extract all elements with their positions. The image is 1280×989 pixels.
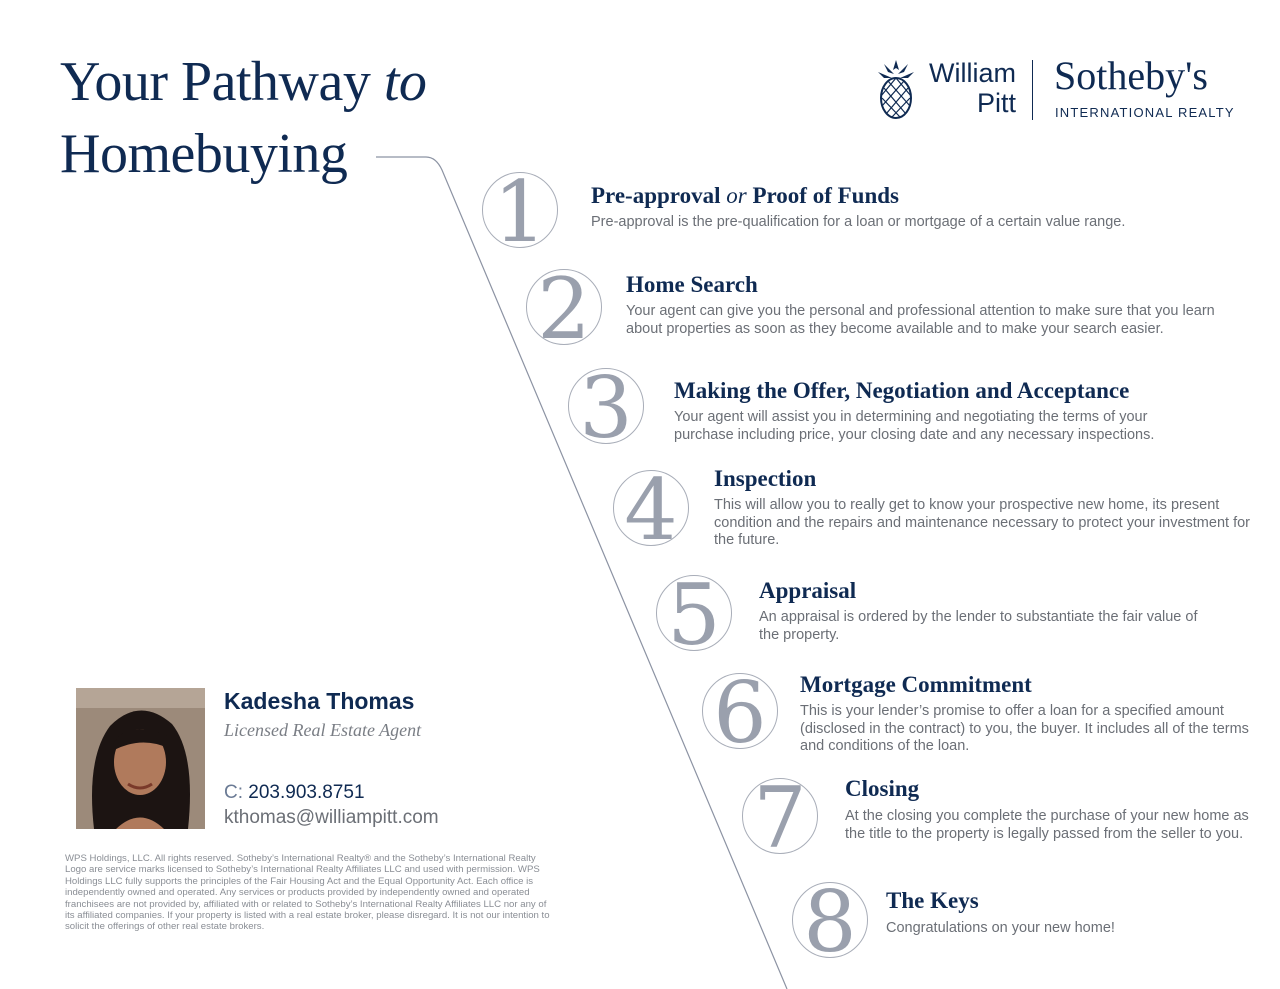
step-8-number: 8	[803, 882, 857, 958]
step-1-number-badge	[482, 172, 558, 248]
step-3-description: Your agent will assist you in determining and negotiating the terms of your purchase including price, your closing date and any necessary inspections.	[674, 409, 1155, 443]
step-4-description: This will allow you to really get to know your prospective new home, its present condition and the repairs and maintenance necessary to protect your investment for the future.	[714, 497, 1250, 548]
step-2-number: 2	[537, 269, 591, 345]
step-1-number: 1	[493, 172, 547, 248]
logo-sothebys: Sotheby's	[1054, 53, 1208, 98]
agent-role: Licensed Real Estate Agent	[224, 720, 422, 740]
step-8-number-badge	[792, 882, 868, 958]
step-7-title: Closing	[845, 776, 920, 801]
agent-phone-link[interactable]	[224, 782, 365, 804]
logo-divider	[1032, 60, 1033, 120]
page-title-line-2: Homebuying	[60, 123, 348, 185]
step-1-title-b: Proof of Funds	[752, 183, 899, 208]
step-6-number-badge	[702, 673, 778, 749]
step-6-number: 6	[713, 673, 767, 749]
step-1-title-italic: or	[726, 183, 747, 208]
agent-photo	[76, 688, 205, 829]
title-text: Your Pathway	[60, 51, 371, 113]
step-6-description: This is your lender’s promise to offer a loan for a specified amount (disclosed in the contract) to you, the buyer. It includes all of the terms and conditions of the loan.	[800, 703, 1249, 754]
step-4-number: 4	[624, 470, 678, 546]
step-5-number-badge	[656, 575, 732, 651]
step-8-title: The Keys	[886, 888, 979, 913]
step-7-description: At the closing you complete the purchase of your new home as the title to the property is legally passed from the seller to you.	[845, 808, 1249, 842]
step-1-title	[591, 183, 899, 209]
step-3-number: 3	[579, 368, 633, 444]
step-1-title-a: Pre-approval	[591, 183, 721, 208]
step-4-number-badge	[613, 470, 689, 546]
logo-william: William	[929, 58, 1016, 88]
step-1-description: Pre-approval is the pre-qualification for a loan or mortgage of a certain value range.	[591, 214, 1126, 230]
agent-email-link[interactable]: kthomas@williampitt.com	[224, 807, 439, 828]
agent-portrait-image	[76, 688, 205, 829]
logo-international-realty: INTERNATIONAL REALTY	[1055, 105, 1235, 120]
step-5-title: Appraisal	[759, 578, 857, 603]
legal-disclaimer: WPS Holdings, LLC. All rights reserved. Sotheby’s International Realty® and the Sotheby’s International Realty Logo are service marks licensed to Sotheby’s International Realty Affiliates LLC and used with permission. WPS Holdings LLC fully supports the principles of the Fair Housing Act and the Equal Opportunity Act. Each office is independently owned and operated. Any services or products provided by independently owned and operated franchisees are not provided by, affiliated with or related to Sotheby’s International Realty Affiliates LLC nor any of its affiliated companies. If your property is listed with a real estate broker, please disregard. It is not our intention to solicit the offerings of other real estate brokers.	[65, 853, 550, 933]
step-6-title: Mortgage Commitment	[800, 672, 1032, 697]
step-2-description: Your agent can give you the personal and professional attention to make sure that you learn about properties as soon as they become available and to make your search easier.	[626, 303, 1215, 337]
logo-william-pitt	[922, 58, 1016, 118]
pineapple-icon	[876, 58, 916, 120]
step-3-title: Making the Offer, Negotiation and Acceptance	[674, 378, 1130, 403]
title-italic-text: to	[383, 51, 427, 113]
phone-number: 203.903.8751	[248, 782, 365, 803]
step-7-number-badge	[742, 778, 818, 854]
step-4-title: Inspection	[714, 466, 817, 491]
phone-label: C:	[224, 782, 243, 803]
step-5-description: An appraisal is ordered by the lender to substantiate the fair value of the property.	[759, 609, 1198, 643]
logo-pitt: Pitt	[976, 88, 1016, 118]
step-2-number-badge	[526, 269, 602, 345]
step-7-number: 7	[753, 778, 807, 854]
agent-name: Kadesha Thomas	[224, 688, 415, 714]
step-3-number-badge	[568, 368, 644, 444]
step-2-title: Home Search	[626, 272, 758, 297]
page-title-line-1	[60, 51, 427, 113]
step-8-description: Congratulations on your new home!	[886, 920, 1115, 936]
company-logo[interactable]	[876, 53, 1236, 124]
step-5-number: 5	[667, 575, 721, 651]
